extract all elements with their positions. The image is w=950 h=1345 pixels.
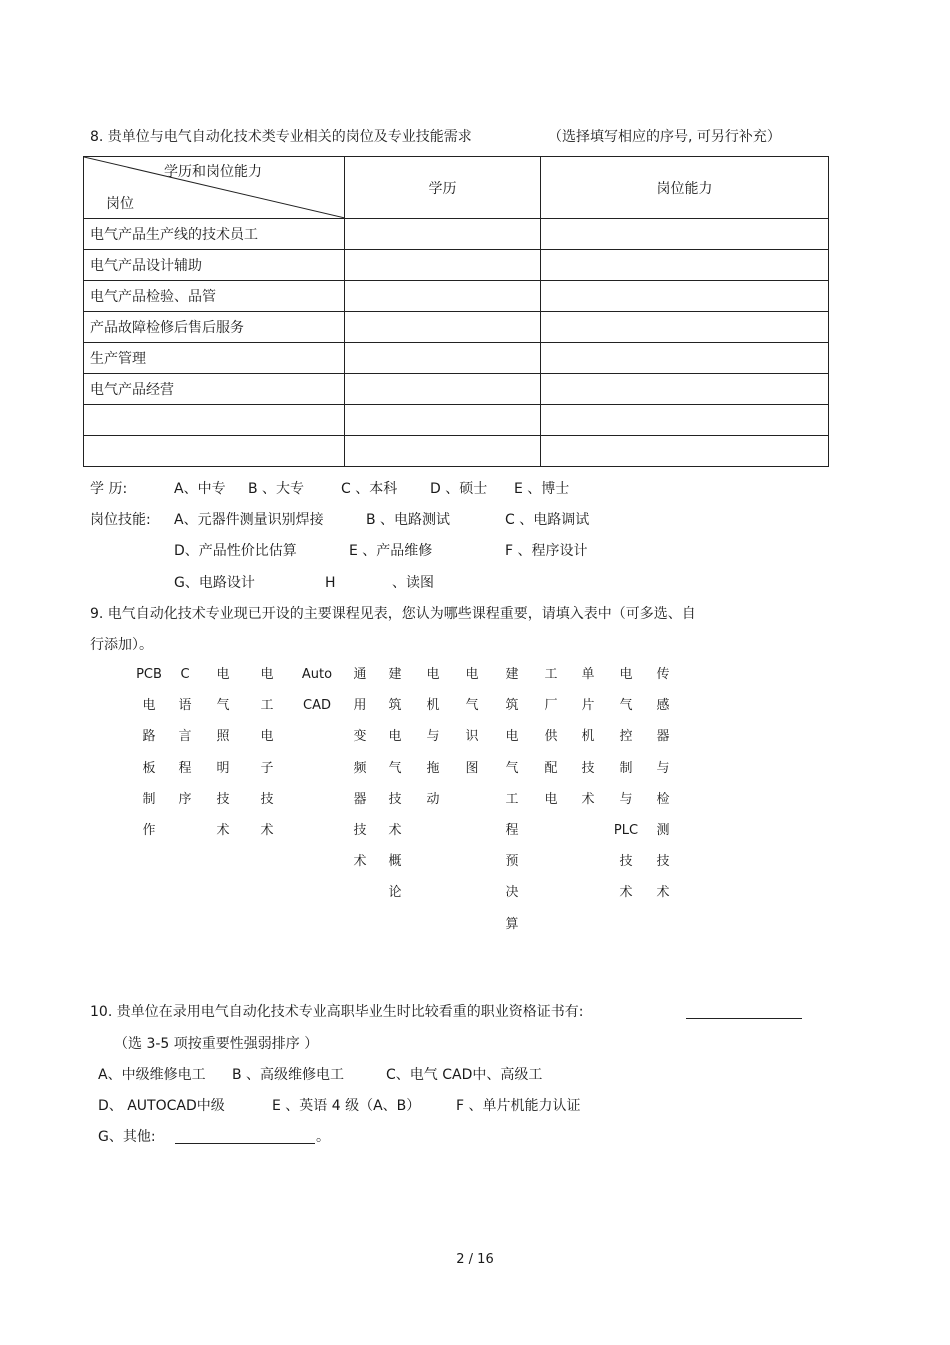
certificate-option: B 、高级维修电工 — [232, 1067, 345, 1083]
course-char: 供 — [544, 729, 558, 745]
course-char: 术 — [260, 822, 274, 838]
course-char: 电 — [142, 698, 156, 714]
course-char: 与 — [426, 729, 440, 745]
course-column — [165, 666, 205, 822]
course-char: 技 — [260, 791, 274, 807]
education-fill-cell[interactable] — [345, 250, 541, 281]
education-option: D 、硕士 — [430, 481, 488, 497]
course-char: 识 — [465, 729, 479, 745]
course-char: 变 — [353, 729, 367, 745]
diagonal-header-bottom: 岗位 — [106, 196, 134, 212]
table-header-row — [84, 157, 829, 219]
skill-option: A、元器件测量识别焊接 — [174, 512, 324, 528]
course-char: 技 — [353, 822, 367, 838]
course-char: 机 — [581, 729, 595, 745]
diagonal-header-top: 学历和岗位能力 — [164, 164, 262, 180]
ability-fill-cell[interactable] — [541, 343, 829, 374]
row-label: 电气产品设计辅助 — [84, 250, 345, 281]
skill-option: B 、电路测试 — [366, 512, 451, 528]
course-char: 程 — [178, 760, 192, 776]
course-char: 建 — [388, 667, 402, 682]
education-fill-cell[interactable] — [345, 405, 541, 436]
education-fill-cell[interactable] — [345, 312, 541, 343]
course-char: 算 — [505, 916, 519, 932]
course-char: 气 — [216, 698, 230, 714]
course-char: 动 — [426, 791, 440, 807]
course-char: 电 — [260, 729, 274, 745]
course-char: 电 — [216, 667, 230, 682]
course-column — [129, 666, 169, 853]
education-option: E 、博士 — [514, 481, 570, 497]
skills-legend-label: 岗位技能: — [90, 512, 151, 528]
course-char: 配 — [544, 760, 558, 776]
course-column — [643, 666, 683, 916]
course-char: 气 — [388, 760, 402, 776]
course-char: C — [180, 667, 190, 682]
course-char: 建 — [505, 667, 519, 682]
page-number: 2 / 16 — [456, 1252, 494, 1267]
question-8-title: 8. 贵单位与电气自动化技术类专业相关的岗位及专业技能需求 — [90, 129, 472, 145]
course-char: 筑 — [505, 698, 519, 714]
course-char: 语 — [178, 698, 192, 714]
course-char: 片 — [581, 698, 595, 714]
ability-fill-cell[interactable] — [541, 219, 829, 250]
diagonal-header-cell — [84, 157, 345, 219]
ability-fill-cell[interactable] — [541, 374, 829, 405]
course-char: 言 — [178, 729, 192, 745]
education-fill-cell[interactable] — [345, 436, 541, 467]
course-column — [452, 666, 492, 791]
course-char: 单 — [581, 667, 595, 682]
course-char: 工 — [260, 698, 274, 714]
course-char: 技 — [619, 854, 633, 870]
course-char: 术 — [388, 822, 402, 838]
course-char: 照 — [216, 729, 230, 745]
skill-option: C 、电路调试 — [505, 512, 590, 528]
ability-fill-cell[interactable] — [541, 436, 829, 467]
ability-fill-cell[interactable] — [541, 405, 829, 436]
skill-option: F 、程序设计 — [505, 543, 588, 559]
course-char: 用 — [353, 698, 367, 714]
course-char: 术 — [353, 854, 367, 870]
course-char: 感 — [656, 698, 670, 714]
course-column — [606, 666, 646, 916]
course-char: 气 — [619, 698, 633, 714]
course-char: PCB — [136, 667, 162, 682]
row-label: 生产管理 — [84, 343, 345, 374]
course-char: 术 — [216, 822, 230, 838]
certificate-option: D、 AUTOCAD中级 — [98, 1098, 225, 1114]
course-column — [568, 666, 608, 822]
table-row — [84, 343, 829, 374]
position-skill-table — [83, 156, 829, 467]
course-char: 电 — [426, 667, 440, 682]
education-fill-cell[interactable] — [345, 374, 541, 405]
course-char: 程 — [505, 822, 519, 838]
course-column — [247, 666, 287, 853]
course-char: 技 — [216, 791, 230, 807]
course-char: 筑 — [388, 698, 402, 714]
row-label: 产品故障检修后售后服务 — [84, 312, 345, 343]
certificate-option: F 、单片机能力认证 — [456, 1098, 581, 1114]
course-char: 序 — [178, 791, 192, 807]
course-char: 技 — [388, 791, 402, 807]
course-char: 工 — [544, 667, 558, 682]
course-char: 预 — [505, 854, 519, 870]
course-char: 决 — [505, 885, 519, 901]
course-char: 论 — [388, 885, 402, 901]
skill-option: D、产品性价比估算 — [174, 543, 297, 559]
course-char: 厂 — [544, 698, 558, 714]
course-char: 器 — [656, 729, 670, 745]
question-9-line1: 9. 电气自动化技术专业现已开设的主要课程见表，您认为哪些课程重要，请填入表中（可多选、自 — [90, 606, 696, 622]
course-char: PLC — [613, 822, 639, 838]
skill-option: G、电路设计 — [174, 575, 255, 591]
course-char: 制 — [142, 791, 156, 807]
course-char: Auto — [301, 667, 333, 682]
question-8-note: （选择填写相应的序号, 可另行补充） — [548, 129, 781, 145]
education-option: B 、大专 — [248, 481, 305, 497]
course-char: 传 — [656, 667, 670, 682]
column-header-ability: 岗位能力 — [541, 157, 829, 219]
course-char: 术 — [619, 885, 633, 901]
course-char: 工 — [505, 791, 519, 807]
course-column — [375, 666, 415, 916]
education-fill-cell[interactable] — [345, 219, 541, 250]
course-char: 术 — [656, 885, 670, 901]
course-char: 机 — [426, 698, 440, 714]
education-option: A、中专 — [174, 481, 226, 497]
ability-fill-cell[interactable] — [541, 312, 829, 343]
question-10-answer-line[interactable] — [686, 1018, 802, 1019]
table-row — [84, 405, 829, 436]
ability-fill-cell[interactable] — [541, 250, 829, 281]
course-char: 概 — [388, 854, 402, 870]
course-char: 路 — [142, 729, 156, 745]
course-char: 拖 — [426, 760, 440, 776]
row-label: 电气产品经营 — [84, 374, 345, 405]
course-column — [203, 666, 243, 853]
table-row — [84, 374, 829, 405]
education-fill-cell[interactable] — [345, 343, 541, 374]
course-char: CAD — [303, 698, 331, 714]
course-column — [492, 666, 532, 947]
ability-fill-cell[interactable] — [541, 281, 829, 312]
course-char: 电 — [544, 791, 558, 807]
course-char: 技 — [581, 760, 595, 776]
course-char: 作 — [142, 822, 156, 838]
question-9-line2: 行添加）。 — [90, 637, 153, 653]
course-char: 电 — [388, 729, 402, 745]
course-char: 明 — [216, 760, 230, 776]
other-answer-line[interactable] — [175, 1143, 315, 1144]
course-column — [413, 666, 453, 822]
question-10-sort-note: （选 3-5 项按重要性强弱排序 ） — [114, 1036, 319, 1052]
question-10-title: 10. 贵单位在录用电气自动化技术专业高职毕业生时比较看重的职业资格证书有: — [90, 1004, 584, 1020]
course-char: 频 — [353, 760, 367, 776]
table-row — [84, 281, 829, 312]
course-char: 检 — [656, 791, 670, 807]
table-row — [84, 250, 829, 281]
other-label: G、其他: — [98, 1129, 156, 1145]
course-char: 控 — [619, 729, 633, 745]
course-char: 器 — [353, 791, 367, 807]
course-char: 板 — [142, 760, 156, 776]
course-char: 测 — [656, 822, 670, 838]
course-column — [531, 666, 571, 822]
course-char: 与 — [619, 791, 633, 807]
course-char: 电 — [619, 667, 633, 682]
row-label: 电气产品检验、品管 — [84, 281, 345, 312]
course-char: 气 — [505, 760, 519, 776]
row-label: 电气产品生产线的技术员工 — [84, 219, 345, 250]
course-char: 电 — [260, 667, 274, 682]
course-char: 术 — [581, 791, 595, 807]
skill-option: E 、产品维修 — [349, 543, 433, 559]
education-option: C 、本科 — [341, 481, 398, 497]
course-char: 技 — [656, 854, 670, 870]
education-fill-cell[interactable] — [345, 281, 541, 312]
row-label-blank[interactable] — [84, 436, 345, 467]
course-column — [297, 666, 337, 728]
certificate-option: E 、英语 4 级（A、B） — [272, 1098, 421, 1114]
other-end-mark: 。 — [316, 1129, 330, 1145]
row-label-blank[interactable] — [84, 405, 345, 436]
course-char: 气 — [465, 698, 479, 714]
course-char: 子 — [260, 760, 274, 776]
course-char: 通 — [353, 667, 367, 682]
table-row — [84, 312, 829, 343]
course-char: 制 — [619, 760, 633, 776]
skill-option: 、读图 — [392, 575, 434, 591]
table-row — [84, 436, 829, 467]
certificate-option: A、中级维修电工 — [98, 1067, 206, 1083]
table-row — [84, 219, 829, 250]
course-column — [340, 666, 380, 884]
education-legend-label: 学 历: — [90, 481, 128, 497]
course-char: 图 — [465, 760, 479, 776]
course-char: 电 — [505, 729, 519, 745]
course-char: 电 — [465, 667, 479, 682]
course-char: 与 — [656, 760, 670, 776]
skill-option-letter: H — [325, 575, 336, 591]
certificate-option: C、电气 CAD中、高级工 — [386, 1067, 543, 1083]
column-header-education: 学历 — [345, 157, 541, 219]
